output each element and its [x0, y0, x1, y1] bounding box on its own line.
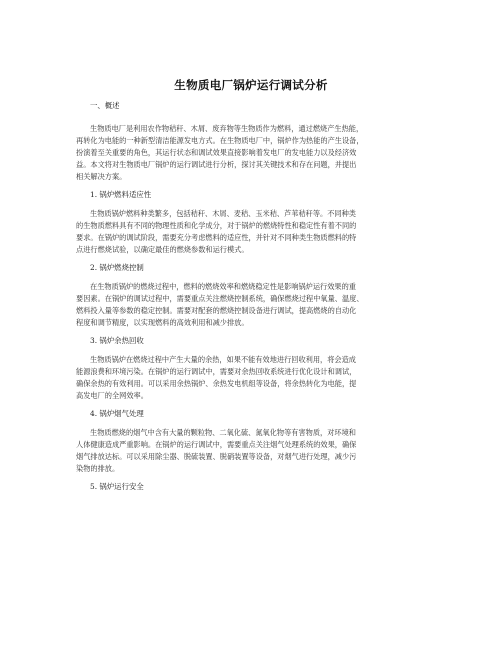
paragraph-line: 程度和调节精度，以实现燃料的高效利用和减少排放。 — [76, 318, 249, 327]
paragraph-line: 扮演着至关重要的角色，其运行状态和调试效果直接影响着发电厂的发电能力以及经济效 — [76, 148, 357, 157]
paragraph-line: 生物质燃烧的烟气中含有大量的颗粒物、二氧化硫、氮氧化物等有害物质，对环境和 — [90, 428, 356, 437]
paragraph-line: 确保余热的有效利用。可以采用余热锅炉、余热发电机组等设备，将余热转化为电能，提 — [76, 379, 357, 388]
paragraph — [76, 427, 436, 475]
paragraph-line: 相关解决方案。 — [76, 172, 127, 181]
paragraph-line: 高发电厂的全网效率。 — [76, 391, 148, 400]
page-title: 生物质电厂锅炉运行调试分析 — [174, 78, 328, 92]
paragraph-line: 能源浪费和环境污染。在锅炉的运行调试中，需要对余热回收系统进行优化设计和调试， — [76, 367, 357, 376]
section-flue-gas-treatment — [76, 408, 436, 475]
paragraph-line: 点进行燃烧试验，以确定最佳的燃烧参数和运行模式。 — [76, 245, 249, 254]
section-heading: 1. 锅炉燃料适应性 — [90, 190, 152, 199]
section-heading: 3. 锅炉余热回收 — [90, 336, 144, 345]
paragraph-line: 要因素。在锅炉的调试过程中，需要重点关注燃烧控制系统，确保燃烧过程中氧量、温度、 — [76, 294, 364, 303]
paragraph-line: 生物质锅炉在燃烧过程中产生大量的余热，如果不能有效地进行回收利用，将会造成 — [90, 355, 356, 364]
paragraph — [76, 281, 436, 329]
paragraph-line: 燃料投入量等参数的稳定控制。需要对配套的燃烧控制设备进行调试，提高燃烧的自动化 — [76, 306, 357, 315]
paragraph-line: 染物的排放。 — [76, 464, 120, 473]
section-fuel-adaptability — [76, 189, 436, 256]
paragraph-line: 再转化为电能的一种新型清洁能源发电方式。在生物质电厂中，锅炉作为热能的产生设备， — [76, 136, 364, 145]
paragraph — [76, 123, 436, 183]
paragraph-line: 要求。在锅炉的调试阶段，需要充分考虑燃料的适应性，并针对不同种类生物质燃料的特 — [76, 233, 357, 242]
paragraph-line: 在生物质锅炉的燃烧过程中，燃料的燃烧效率和燃烧稳定性是影响锅炉运行效果的重 — [90, 282, 356, 291]
document-body — [76, 100, 436, 500]
section-heading: 4. 锅炉烟气处理 — [90, 409, 144, 418]
section-heading: 2. 锅炉燃烧控制 — [90, 263, 144, 272]
section-heading: 5. 锅炉运行安全 — [90, 482, 144, 491]
paragraph-line: 生物质锅炉燃料种类繁多，包括秸秆、木屑、麦秸、玉米秸、芦苇秸秆等。不同种类 — [90, 209, 356, 218]
section-combustion-control — [76, 262, 436, 329]
section-operation-safety — [76, 481, 436, 493]
paragraph-line: 人体健康造成严重影响。在锅炉的运行调试中，需要重点关注烟气处理系统的效果，确保 — [76, 440, 357, 449]
paragraph — [76, 208, 436, 256]
section-overview — [76, 100, 436, 183]
paragraph-line: 生物质电厂是利用农作物秸秆、木屑、废弃物等生物质作为燃料，通过燃烧产生热能， — [90, 124, 364, 133]
paragraph-line: 的生物质燃料具有不同的物理性质和化学成分，对于锅炉的燃烧特性和稳定性有着不同的 — [76, 221, 357, 230]
section-heading: 一、概述 — [90, 101, 120, 110]
paragraph-line: 益。本文将对生物质电厂锅炉的运行调试进行分析，探讨其关键技术和存在问题，并提出 — [76, 160, 357, 169]
paragraph-line: 烟气排放达标。可以采用除尘器、脱硫装置、脱硝装置等设备，对烟气进行处理，减少污 — [76, 452, 357, 461]
section-waste-heat-recovery — [76, 335, 436, 402]
paragraph — [76, 354, 436, 402]
